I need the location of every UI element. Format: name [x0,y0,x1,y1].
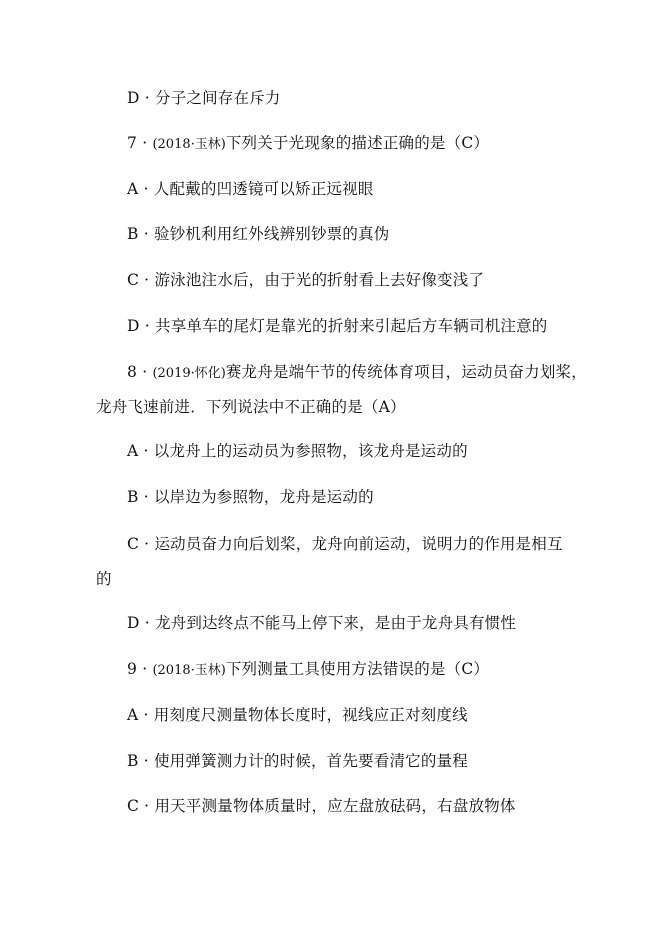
q7-option-b: B · 验钞机利用红外线辨别钞票的真伪 [127,225,390,243]
q8-option-d: D · 龙舟到达终点不能马上停下来，是由于龙舟具有惯性 [127,614,517,632]
q7-number: 7 · [127,134,153,152]
q7-option-c: C · 游泳池注水后，由于光的折射看上去好像变浅了 [127,271,485,289]
q9-number: 9 · [127,660,153,678]
q9-stem-line [127,659,489,681]
q8-source: (2019·怀化) [152,366,226,381]
q8-number: 8 · [127,363,153,381]
q9-stem: 下列测量工具使用方法错误的是（C） [225,660,490,678]
q9-source: (2018·玉林) [152,663,226,678]
q7-option-d: D · 共享单车的尾灯是靠光的折射来引起后方车辆司机注意的 [127,317,548,335]
q7-stem: 下列关于光现象的描述正确的是（C） [225,134,490,152]
q9-option-a: A · 用刻度尺测量物体长度时，视线应正对刻度线 [127,706,468,724]
q7-source: (2018·玉林) [152,137,226,152]
q9-option-c: C · 用天平测量物体质量时，应左盘放砝码，右盘放物体 [127,797,516,815]
q7-option-a: A · 人配戴的凹透镜可以矫正远视眼 [127,180,374,198]
q8-option-b: B · 以岸边为参照物，龙舟是运动的 [127,488,374,506]
q8-option-c-continuation: 的 [96,570,112,588]
q8-option-a: A · 以龙舟上的运动员为参照物，该龙舟是运动的 [127,442,468,460]
q6-option-d: D · 分子之间存在斥力 [127,89,281,107]
q8-option-c: C · 运动员奋力向后划桨，龙舟向前运动，说明力的作用是相互 [127,535,563,553]
q9-option-b: B · 使用弹簧测力计的时候，首先要看清它的量程 [127,752,468,770]
q8-stem-line-1 [127,362,587,384]
q8-stem-part-1: 赛龙舟是端午节的传统体育项目，运动员奋力划桨， [225,363,587,381]
q8-stem-line-2: 龙舟飞速前进．下列说法中不正确的是（A） [96,398,406,416]
q7-stem-line [127,133,489,155]
